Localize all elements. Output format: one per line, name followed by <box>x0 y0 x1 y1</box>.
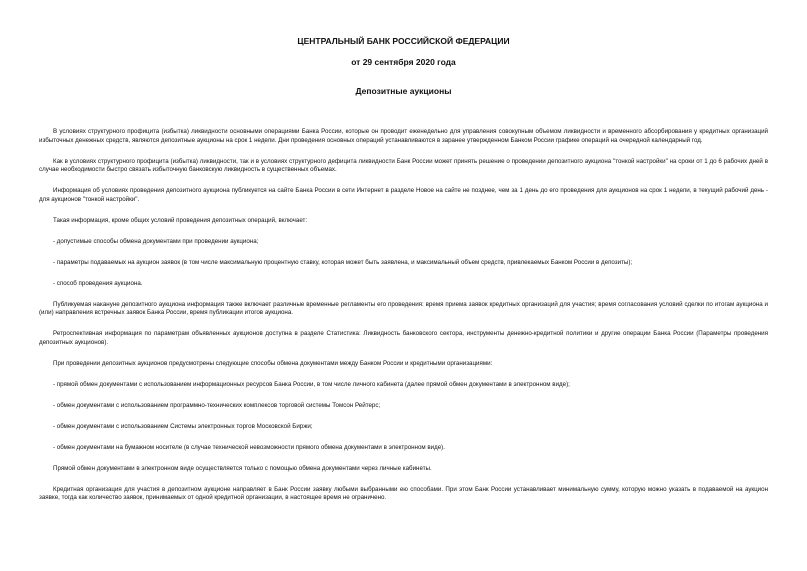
list-item-exchange-methods: - допустимые способы обмена документами при проведении аукциона; <box>53 237 259 245</box>
organization-heading: ЦЕНТРАЛЬНЫЙ БАНК РОССИЙСКОЙ ФЕДЕРАЦИИ <box>297 36 510 46</box>
paragraph-publication: Информация об условиях проведения депозитного аукциона публикуется на сайте Банка России в сети Интернет в разделе Новое на сайте не позднее, чем за 1 день до его проведения для аукционов на срок 1 недели, в текущий рабочий день - для аукционов "тонкой настройки". <box>39 187 768 203</box>
paragraph-bid-submission: Кредитная организация для участия в депозитном аукционе направляет в Банк России заявку любыми выбранными ею способами. При этом Банк России устанавливает минимальную сумму, которую можно указать в подаваемой на аукцион заявке, тогда как количество заявок, принимаемых от одной кредитной организации, в настоящее время не ограничено. <box>39 485 768 502</box>
list-item-direct-exchange: - прямой обмен документами с использованием информационных ресурсов Банка России, в том числе личного кабинета (далее прямой обмен документами в электронном виде); <box>53 380 570 388</box>
paragraph-info-includes: Такая информация, кроме общих условий проведения депозитных операций, включает: <box>53 216 308 224</box>
document-date: от 29 сентября 2020 года <box>351 57 456 67</box>
paragraph-time-regulations: Публикуемая накануне депозитного аукциона информация также включает различные временные регламенты его проведения: время приема заявок кредитных организаций для участия; время согласования условий сделки по итогам аукциона и (или) направления встречных заявок Банка России, время публикации итогов аукциона. <box>39 300 768 317</box>
document-title: Депозитные аукционы <box>355 86 452 96</box>
paragraph-fine-tuning: Как в условиях структурного профицита (избытка) ликвидности, так и в условиях структурного дефицита ликвидности Банк России может принять решение о проведении депозитного аукциона "тонкой настройки" на сроки от 1 до 6 рабочих дней в случае необходимости быстро связать избыточную банковскую ликвидность в существенных объемах. <box>39 157 768 174</box>
paragraph-personal-accounts: Прямой обмен документами в электронном виде осуществляется только с помощью обмена документами через личные кабинеты. <box>53 464 432 472</box>
paragraph-retrospective: Ретроспективная информация по параметрам объявленных аукционов доступна в разделе Статистика: Ликвидность банковского сектора, инструменты денежно-кредитной политики и другие операции Банка России (Параметры проведения депозитных аукционов). <box>39 330 768 346</box>
list-item-moex: - обмен документами с использованием Системы электронных торгов Московской Биржи; <box>53 422 313 430</box>
document-body <box>39 128 768 515</box>
paragraph-structural-surplus: В условиях структурного профицита (избытка) ликвидности основными операциями Банка России, которые он проводит еженедельно для управления совокупным объемом ликвидности и временного абсорбирования у кредитных организаций избыточных денежных средств, являются депозитные аукционы на срок 1 недели. Дни проведения основных операций устанавливаются в заранее утвержденном Банком России графике операций на очередной календарный год. <box>39 128 768 144</box>
list-item-auction-method: - способ проведения аукциона. <box>53 279 143 287</box>
list-item-thomson-reuters: - обмен документами с использованием программно-технических комплексов торговой системы Томсон Рейтерс; <box>53 401 381 409</box>
paragraph-exchange-intro: При проведении депозитных аукционов предусмотрены следующие способы обмена документами между Банком России и кредитными организациями: <box>53 359 493 367</box>
list-item-bid-parameters: - параметры подаваемых на аукцион заявок (в том числе максимальную процентную ставку, которая может быть заявлена, и максимальный объем средств, привлекаемых Банком России в депозиты); <box>53 258 633 266</box>
list-item-paper: - обмен документами на бумажном носителе (в случае технической невозможности прямого обмена документами в электронном виде). <box>53 443 445 451</box>
